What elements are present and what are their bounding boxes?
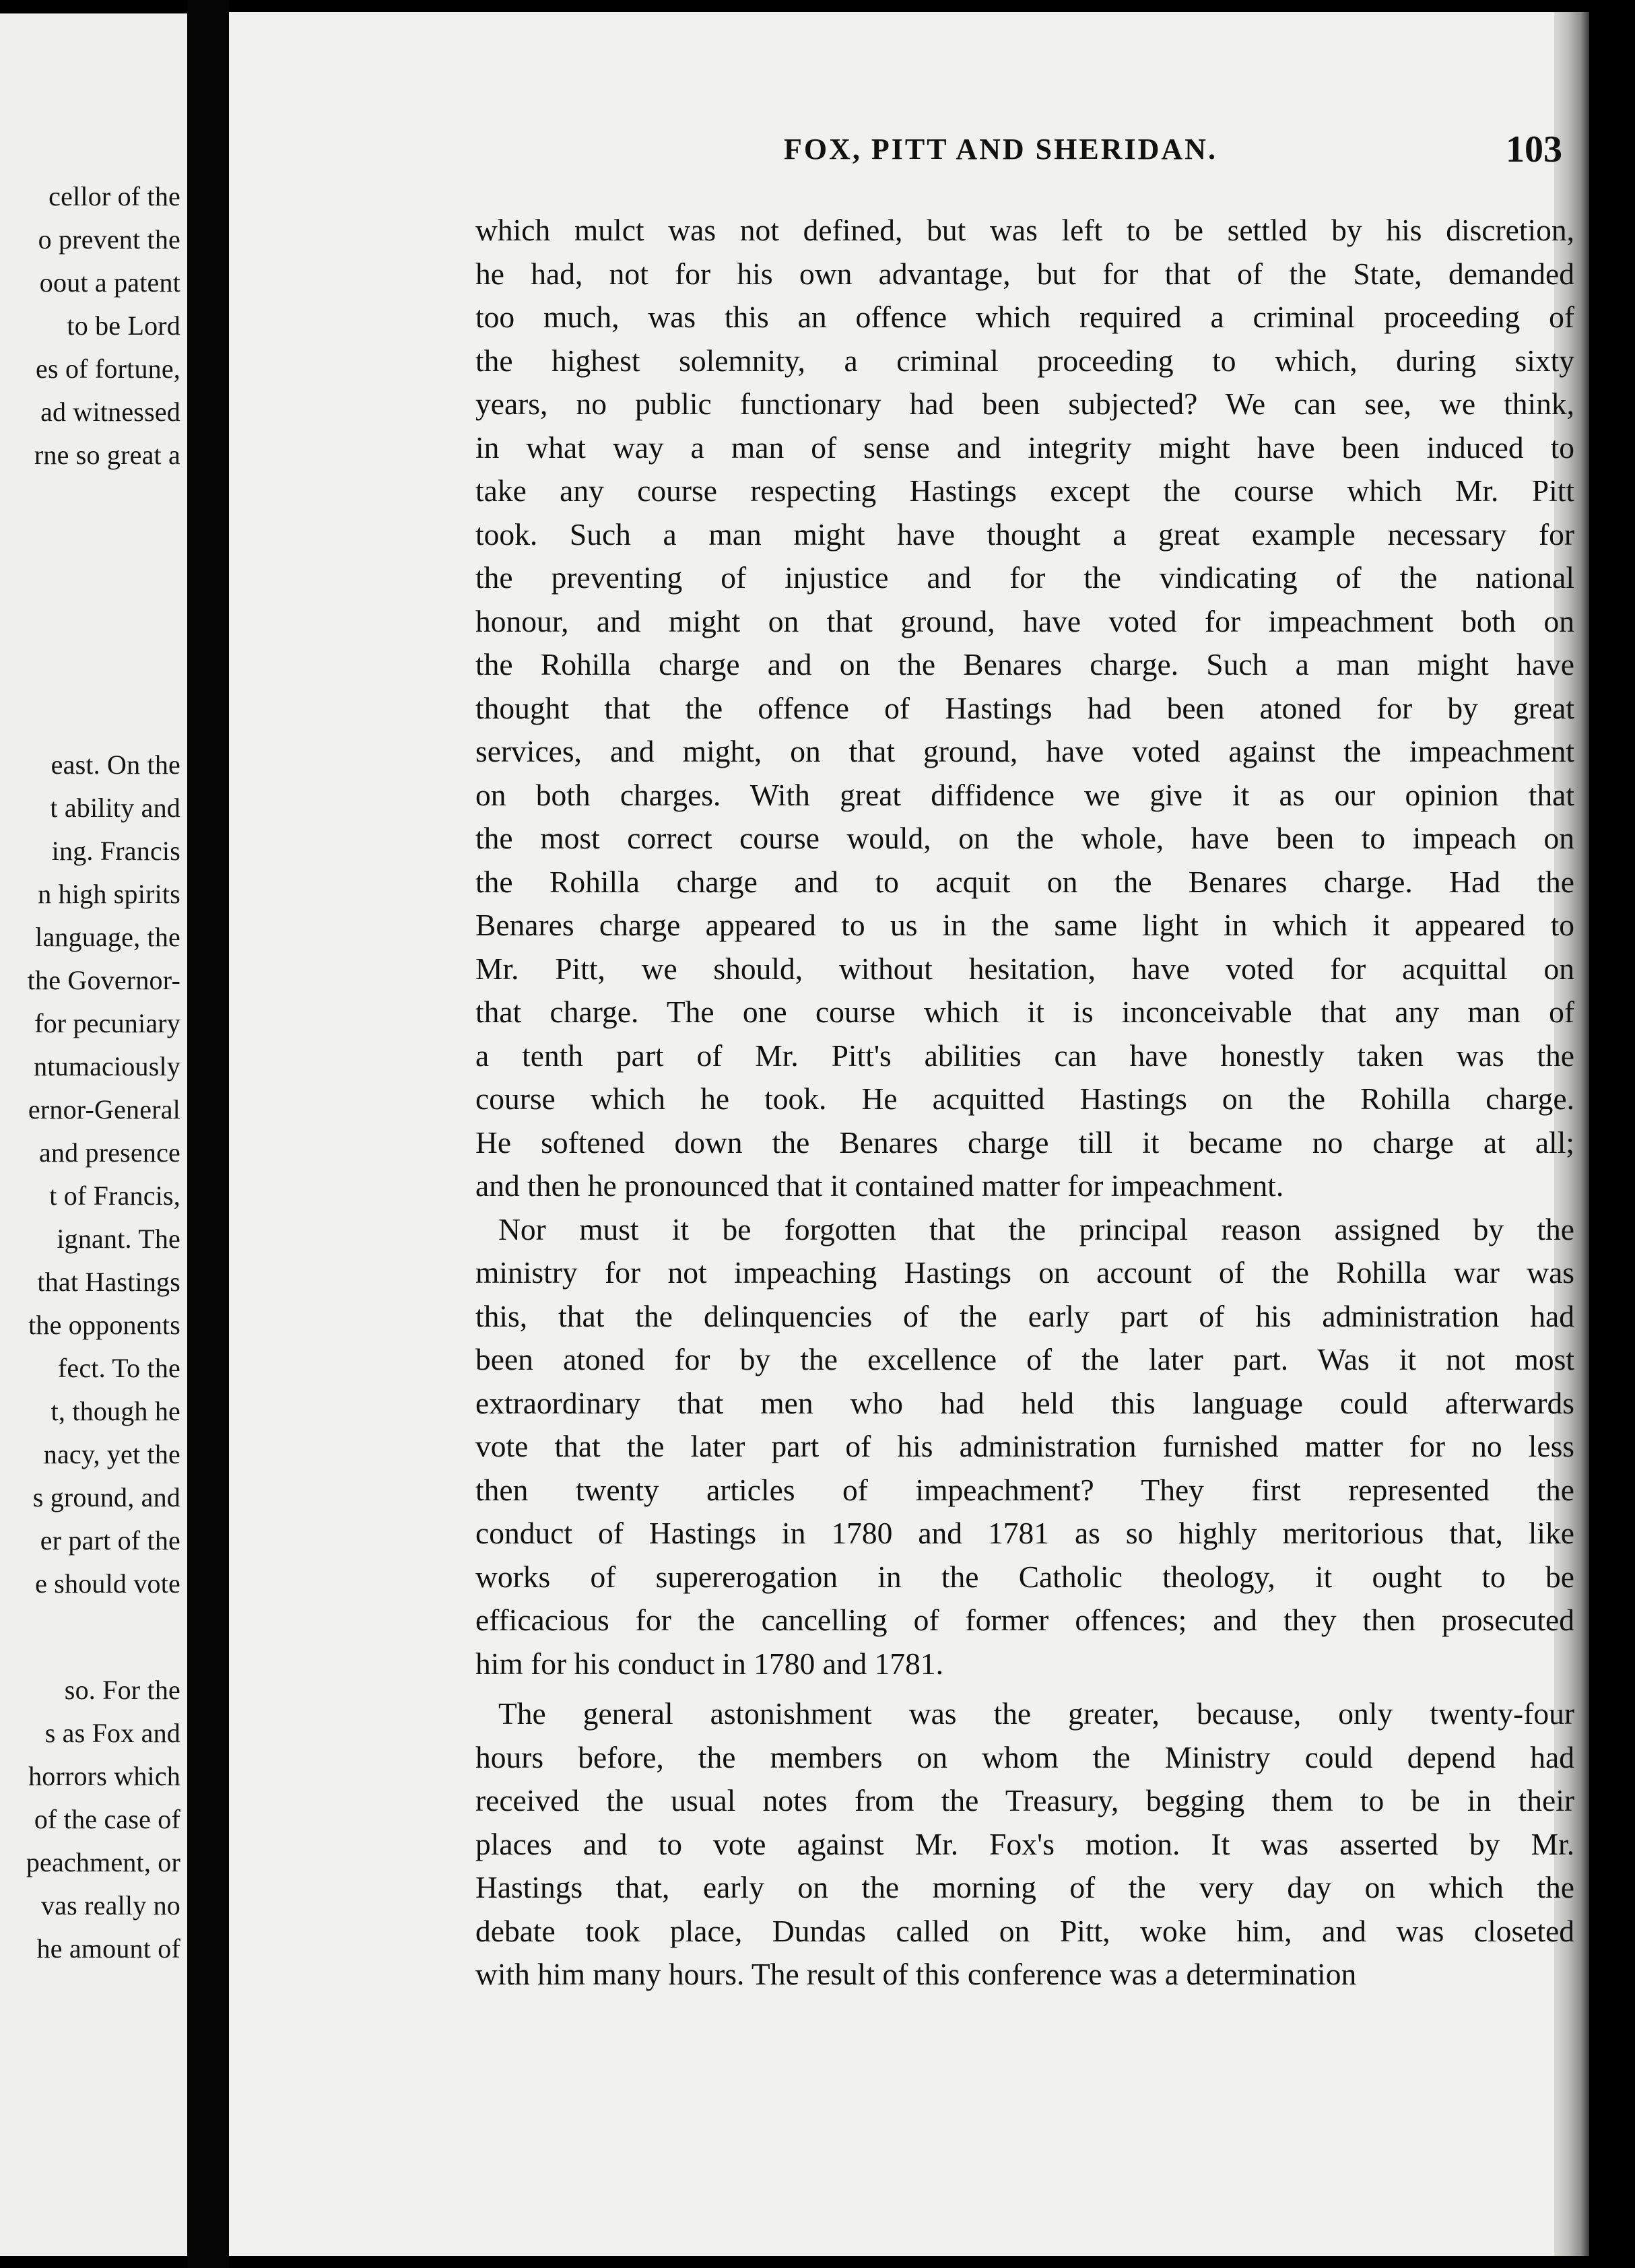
- text-line: course which he took. He acquitted Hastings on the Rohilla charge.: [475, 1081, 1574, 1116]
- facing-page-line: rne so great a: [34, 440, 180, 470]
- text-line: The general astonishment was the greater, because, only twenty-four: [498, 1696, 1574, 1731]
- text-line: in what way a man of sense and integrity might have been induced to: [475, 430, 1574, 465]
- text-line: then twenty articles of impeachment? They first represented the: [475, 1472, 1574, 1507]
- text-line: Benares charge appeared to us in the same light in which it appeared to: [475, 908, 1574, 942]
- facing-page-line: cellor of the: [48, 181, 180, 211]
- facing-page-fragment: [0, 13, 187, 2256]
- facing-page-line: e should vote: [35, 1568, 180, 1599]
- facing-page-line: nacy, yet the: [43, 1439, 180, 1469]
- facing-page-line: es of fortune,: [36, 354, 180, 384]
- facing-page-line: of the case of: [34, 1804, 180, 1834]
- text-line: the preventing of injustice and for the vindicating of the national: [475, 560, 1574, 595]
- running-title: FOX, PITT AND SHERIDAN.: [784, 133, 1217, 166]
- facing-page-line: the Governor-: [27, 965, 180, 995]
- text-line: vote that the later part of his administration furnished matter for no less: [475, 1429, 1574, 1463]
- text-line: that charge. The one course which it is inconceivable that any man of: [475, 995, 1574, 1029]
- text-line: services, and might, on that ground, have voted against the impeachment: [475, 734, 1574, 768]
- facing-page-line: o prevent the: [38, 224, 180, 255]
- text-line: hours before, the members on whom the Ministry could depend had: [475, 1739, 1574, 1774]
- paragraph-3: [475, 1692, 1574, 1997]
- book-page: [229, 12, 1589, 2256]
- facing-page-line: for pecuniary: [34, 1008, 180, 1038]
- text-line: Mr. Pitt, we should, without hesitation, have voted for acquittal on: [475, 951, 1574, 986]
- text-line: he had, not for his own advantage, but for that of the State, demanded: [475, 256, 1574, 291]
- facing-page-line: that Hastings: [37, 1267, 180, 1297]
- text-line: efficacious for the cancelling of former offences; and they then prosecuted: [475, 1603, 1574, 1637]
- facing-page-line: so. For the: [64, 1675, 180, 1705]
- facing-page-line: he amount of: [36, 1933, 180, 1964]
- text-line: a tenth part of Mr. Pitt's abilities can have honestly taken was the: [475, 1038, 1574, 1073]
- facing-page-line: vas really no: [41, 1890, 180, 1921]
- facing-page-line: t, though he: [51, 1396, 180, 1426]
- facing-page-line: peachment, or: [26, 1847, 180, 1877]
- text-line: thought that the offence of Hastings had been atoned for by great: [475, 690, 1574, 725]
- text-line: take any course respecting Hastings except the course which Mr. Pitt: [475, 473, 1574, 508]
- paragraph-2: [475, 1208, 1574, 1686]
- facing-page-line: t ability and: [50, 793, 180, 823]
- facing-page-line: the opponents: [28, 1310, 180, 1340]
- text-line: too much, was this an offence which required a criminal proceeding of: [475, 300, 1574, 334]
- text-line: years, no public functionary had been subjected? We can see, we think,: [475, 387, 1574, 421]
- paragraph-1: [475, 209, 1574, 1208]
- facing-page-line: and presence: [38, 1137, 180, 1168]
- facing-page-line: fect. To the: [57, 1353, 180, 1383]
- text-line: the Rohilla charge and to acquit on the Benares charge. Had the: [475, 864, 1574, 899]
- text-line: debate took place, Dundas called on Pitt, woke him, and was closeted: [475, 1913, 1574, 1948]
- facing-page-line: er part of the: [40, 1525, 180, 1556]
- facing-page-line: oout a patent: [39, 267, 180, 298]
- text-line: places and to vote against Mr. Fox's motion. It was asserted by Mr.: [475, 1826, 1574, 1861]
- text-line: honour, and might on that ground, have voted for impeachment both on: [475, 603, 1574, 638]
- page-number: 103: [1506, 129, 1562, 170]
- text-line: conduct of Hastings in 1780 and 1781 as so highly meritorious that, like: [475, 1516, 1574, 1550]
- text-line: received the usual notes from the Treasury, begging them to be in their: [475, 1783, 1574, 1817]
- text-line: been atoned for by the excellence of the later part. Was it not most: [475, 1342, 1574, 1376]
- text-line: him for his conduct in 1780 and 1781.: [475, 1646, 944, 1681]
- text-line: works of supererogation in the Catholic theology, it ought to be: [475, 1559, 1574, 1594]
- text-line: with him many hours. The result of this conference was a determination: [475, 1957, 1357, 1991]
- facing-page-line: s ground, and: [32, 1482, 180, 1512]
- book-gutter: [187, 0, 229, 2268]
- text-line: extraordinary that men who had held this language could afterwards: [475, 1385, 1574, 1420]
- facing-page-line: n high spirits: [38, 879, 180, 909]
- text-line: took. Such a man might have thought a great example necessary for: [475, 516, 1574, 552]
- text-line: on both charges. With great diffidence we give it as our opinion that: [475, 777, 1574, 812]
- facing-page-line: horrors which: [28, 1761, 180, 1791]
- facing-page-line: east. On the: [51, 749, 180, 780]
- facing-page-line: ignant. The: [57, 1224, 180, 1254]
- text-line: ministry for not impeaching Hastings on account of the Rohilla war was: [475, 1255, 1574, 1290]
- facing-page-line: language, the: [35, 922, 180, 952]
- body-text: [475, 209, 1574, 1997]
- text-line: Hastings that, early on the morning of the very day on which the: [475, 1870, 1574, 1904]
- text-line: which mulct was not defined, but was left to be settled by his discretion,: [475, 213, 1574, 247]
- text-line: the most correct course would, on the whole, have been to impeach on: [475, 821, 1574, 855]
- facing-page-line: to be Lord: [67, 310, 180, 341]
- facing-page-line: s as Fox and: [44, 1718, 180, 1748]
- text-line: and then he pronounced that it contained matter for impeachment.: [475, 1168, 1284, 1203]
- facing-page-line: ernor-General: [28, 1094, 180, 1125]
- text-line: Nor must it be forgotten that the principal reason assigned by the: [498, 1211, 1574, 1246]
- text-line: this, that the delinquencies of the early part of his administration had: [475, 1298, 1574, 1333]
- facing-page-line: t of Francis,: [49, 1180, 180, 1211]
- facing-page-line: ing. Francis: [51, 836, 180, 866]
- text-line: He softened down the Benares charge till it became no charge at all;: [475, 1125, 1574, 1160]
- text-line: the Rohilla charge and on the Benares charge. Such a man might have: [475, 647, 1574, 681]
- facing-page-line: ntumaciously: [34, 1051, 180, 1081]
- facing-page-line: ad witnessed: [40, 397, 180, 427]
- text-line: the highest solemnity, a criminal proceeding to which, during sixty: [475, 343, 1574, 378]
